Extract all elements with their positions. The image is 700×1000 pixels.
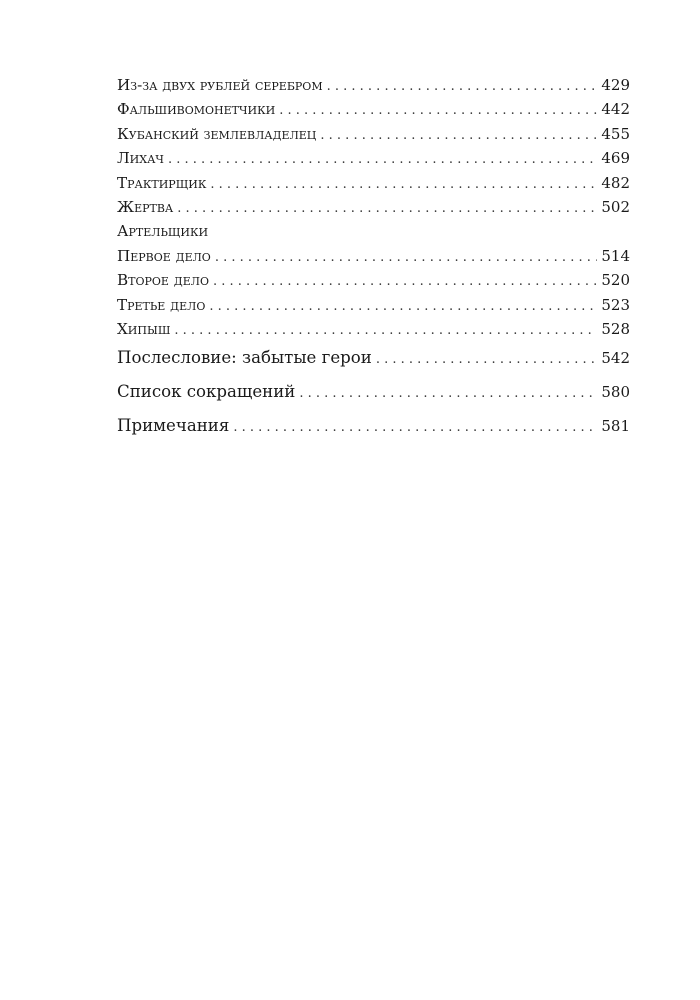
toc-entry-page: 581 [601,417,630,436]
dot-leader [213,271,597,289]
toc-entry-title: Лихач [117,149,164,168]
toc-entry-title: Примечания [117,416,230,436]
toc-entry-page: 520 [601,271,630,290]
toc-entry-page: 429 [601,76,630,94]
toc-entry-title: Трактирщик [117,173,207,192]
table-of-contents [117,76,630,446]
toc-entry-page: 482 [601,173,630,192]
toc-entry-page: 523 [601,295,630,314]
toc-entry-page: 442 [601,100,630,119]
toc-entry-page: 455 [601,124,630,143]
toc-entry-page: 469 [601,149,630,168]
toc-entry-title: Жертва [117,197,174,216]
toc-entry[interactable] [117,247,630,271]
toc-major-entry[interactable] [117,348,630,378]
dot-leader [279,100,597,118]
toc-entry-title: Список сокращений [117,382,296,402]
dot-leader [210,174,597,192]
dot-leader [376,348,598,367]
dot-leader [320,125,597,143]
dot-leader [233,416,597,435]
toc-entry-title: Первое дело [117,246,211,265]
toc-entry-title: Фальшивомонетчики [117,100,276,119]
toc-major-entry[interactable] [117,416,630,446]
dot-leader [299,382,597,401]
toc-entry-title: Третье дело [117,295,206,314]
toc-section-heading: Артельщики [117,222,209,241]
dot-leader [215,247,598,265]
toc-entry[interactable] [117,149,630,173]
toc-major-entry[interactable] [117,382,630,412]
toc-entry-title: Из-за двух рублей серебром [117,76,323,94]
toc-entry-page: 514 [601,246,630,265]
toc-entry-title: Второе дело [117,271,209,290]
toc-entry[interactable] [117,296,630,320]
toc-entry[interactable] [117,271,630,295]
toc-entry-page: 502 [601,197,630,216]
dot-leader [177,198,597,216]
toc-entry[interactable] [117,320,630,344]
toc-entry-title: Кубанский землевладелец [117,124,317,143]
dot-leader [209,296,597,314]
toc-entry[interactable] [117,100,630,124]
toc-entry[interactable] [117,174,630,198]
toc-entry[interactable] [117,198,630,222]
toc-entry-title: Хипыш [117,319,171,338]
dot-leader [174,320,597,338]
dot-leader [327,76,598,94]
toc-entry-title: Послесловие: забытые герои [117,348,372,368]
toc-entry-page: 528 [601,319,630,338]
toc-entry-page: 542 [601,349,630,368]
dot-leader [168,149,597,167]
toc-entry[interactable] [117,125,630,149]
toc-entry-page: 580 [601,383,630,402]
toc-entry[interactable] [117,76,630,100]
